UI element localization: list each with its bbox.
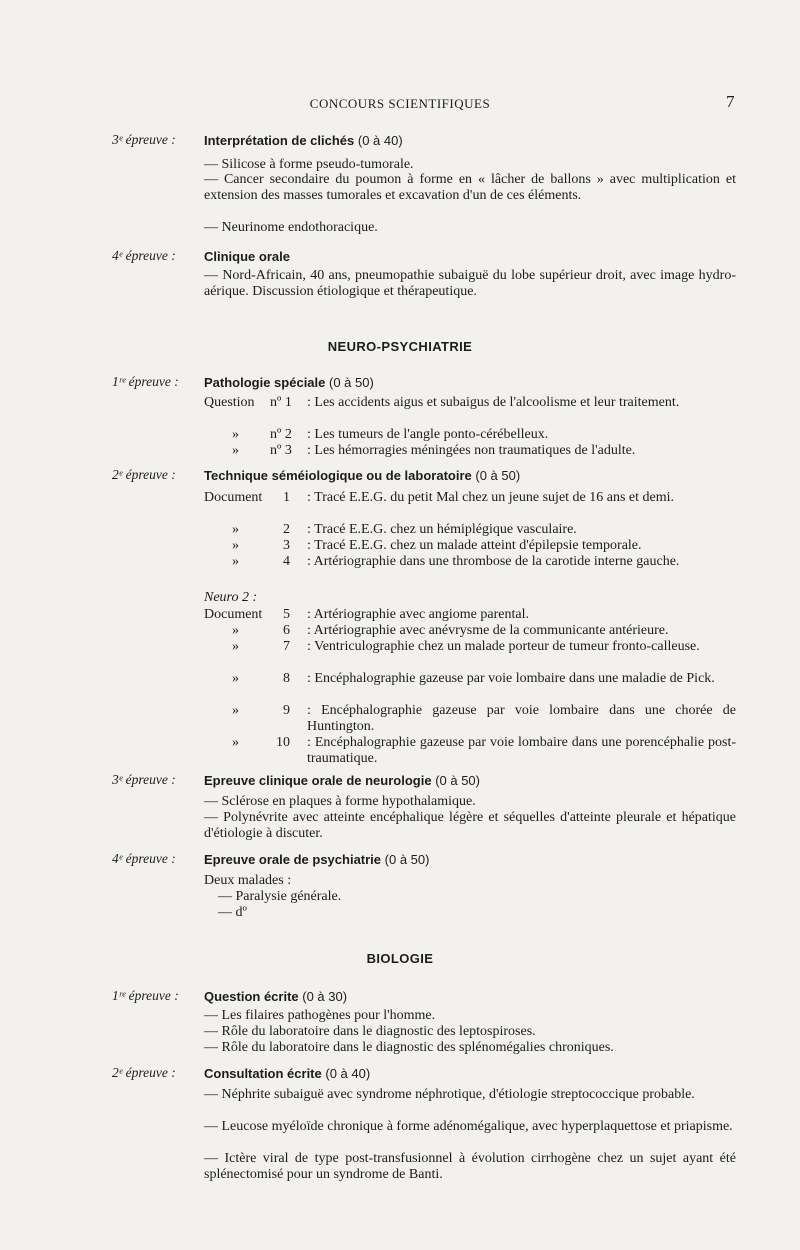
epreuve-title: Interprétation de clichés (0 à 40): [204, 133, 403, 148]
list-item: — Cancer secondaire du poumon à forme en « lâcher de ballons » avec multiplication et extension des masses tumorales et excavation d'un de ces éléments.: [204, 172, 736, 203]
document-row: Document 5 : Artériographie avec angiome parental.: [204, 607, 529, 622]
epreuve-title: Consultation écrite (0 à 40): [204, 1066, 371, 1081]
list-item: — Rôle du laboratoire dans le diagnostic des splénomégalies chroniques.: [204, 1040, 614, 1055]
list-item: — Les filaires pathogènes pour l'homme.: [204, 1008, 436, 1023]
document-row: » 7 : Ventriculographie chez un malade porteur de tumeur fronto-calleuse.: [232, 639, 700, 654]
question-row: » nº 3 : Les hémorragies méningées non traumatiques de l'adulte.: [232, 443, 636, 458]
subheading: Neuro 2 :: [204, 590, 258, 605]
epreuve-label: 4ᵉ épreuve :: [112, 851, 176, 866]
list-item: — Nord-Africain, 40 ans, pneumopathie subaiguë du lobe supérieur droit, avec image hydro-aérique. Discussion étiologique et thérapeutique.: [204, 268, 736, 299]
list-item: — Neurinome endothoracique.: [204, 220, 378, 235]
epreuve-label: 1ʳᵉ épreuve :: [112, 988, 179, 1003]
list-item: — Silicose à forme pseudo-tumorale.: [204, 157, 414, 172]
list-item: — dº: [218, 905, 247, 920]
epreuve-label: 2ᵉ épreuve :: [112, 1065, 176, 1080]
list-item: — Ictère viral de type post-transfusionnel à évolution cirrhogène chez un sujet ayant été splénectomisé pour un syndrome de Banti.: [204, 1151, 736, 1182]
epreuve-label: 2ᵉ épreuve :: [112, 467, 176, 482]
question-row: Question nº 1 : Les accidents aigus et subaigus de l'alcoolisme et leur traitement.: [204, 395, 680, 410]
epreuve-title: Pathologie spéciale (0 à 50): [204, 375, 374, 390]
intro-text: Deux malades :: [204, 873, 292, 888]
document-row: » 6 : Artériographie avec anévrysme de la communicante antérieure.: [232, 623, 669, 638]
epreuve-title: Technique séméiologique ou de laboratoire (0 à 50): [204, 468, 521, 483]
epreuve-label: 3ᵉ épreuve :: [112, 772, 176, 787]
document-row: » 8 : Encéphalographie gazeuse par voie lombaire dans une maladie de Pick.: [232, 671, 715, 686]
running-header: CONCOURS SCIENTIFIQUES: [309, 96, 491, 111]
document-row: » 4 : Artériographie dans une thrombose de la carotide interne gauche.: [232, 554, 680, 569]
epreuve-title: Question écrite (0 à 30): [204, 989, 348, 1004]
page-number: 7: [726, 92, 735, 111]
epreuve-label: 4ᵉ épreuve :: [112, 248, 176, 263]
document-row: » 10 : Encéphalographie gazeuse par voie lombaire dans une porencéphalie post-traumatique.: [232, 735, 736, 766]
epreuve-title: Epreuve orale de psychiatrie (0 à 50): [204, 852, 430, 867]
epreuve-label: 3ᵉ épreuve :: [112, 132, 176, 147]
section-heading: BIOLOGIE: [366, 951, 434, 966]
list-item: — Rôle du laboratoire dans le diagnostic des leptospiroses.: [204, 1024, 536, 1039]
list-item: — Paralysie générale.: [218, 889, 342, 904]
list-item: — Néphrite subaiguë avec syndrome néphrotique, d'étiologie streptococcique probable.: [204, 1087, 695, 1102]
epreuve-title: Epreuve clinique orale de neurologie (0 à 50): [204, 773, 480, 788]
document-row: » 2 : Tracé E.E.G. chez un hémiplégique vasculaire.: [232, 522, 577, 537]
document-row: » 3 : Tracé E.E.G. chez un malade atteint d'épilepsie temporale.: [232, 538, 642, 553]
question-row: » nº 2 : Les tumeurs de l'angle ponto-cérébelleux.: [232, 427, 549, 442]
document-row: Document 1 : Tracé E.E.G. du petit Mal chez un jeune sujet de 16 ans et demi.: [204, 490, 675, 505]
list-item: — Leucose myéloïde chronique à forme adénomégalique, avec hyperplaquettose et priapisme.: [204, 1119, 733, 1134]
document-row: » 9 : Encéphalographie gazeuse par voie lombaire dans une chorée de Huntington.: [232, 703, 736, 734]
epreuve-label: 1ʳᵉ épreuve :: [112, 374, 179, 389]
epreuve-title: Clinique orale: [204, 249, 290, 264]
section-heading: NEURO-PSYCHIATRIE: [327, 339, 473, 354]
list-item: — Sclérose en plaques à forme hypothalamique.: [204, 794, 476, 809]
list-item: — Polynévrite avec atteinte encéphalique légère et séquelles d'atteinte pleurale et hépatique d'étiologie à discuter.: [204, 810, 736, 841]
